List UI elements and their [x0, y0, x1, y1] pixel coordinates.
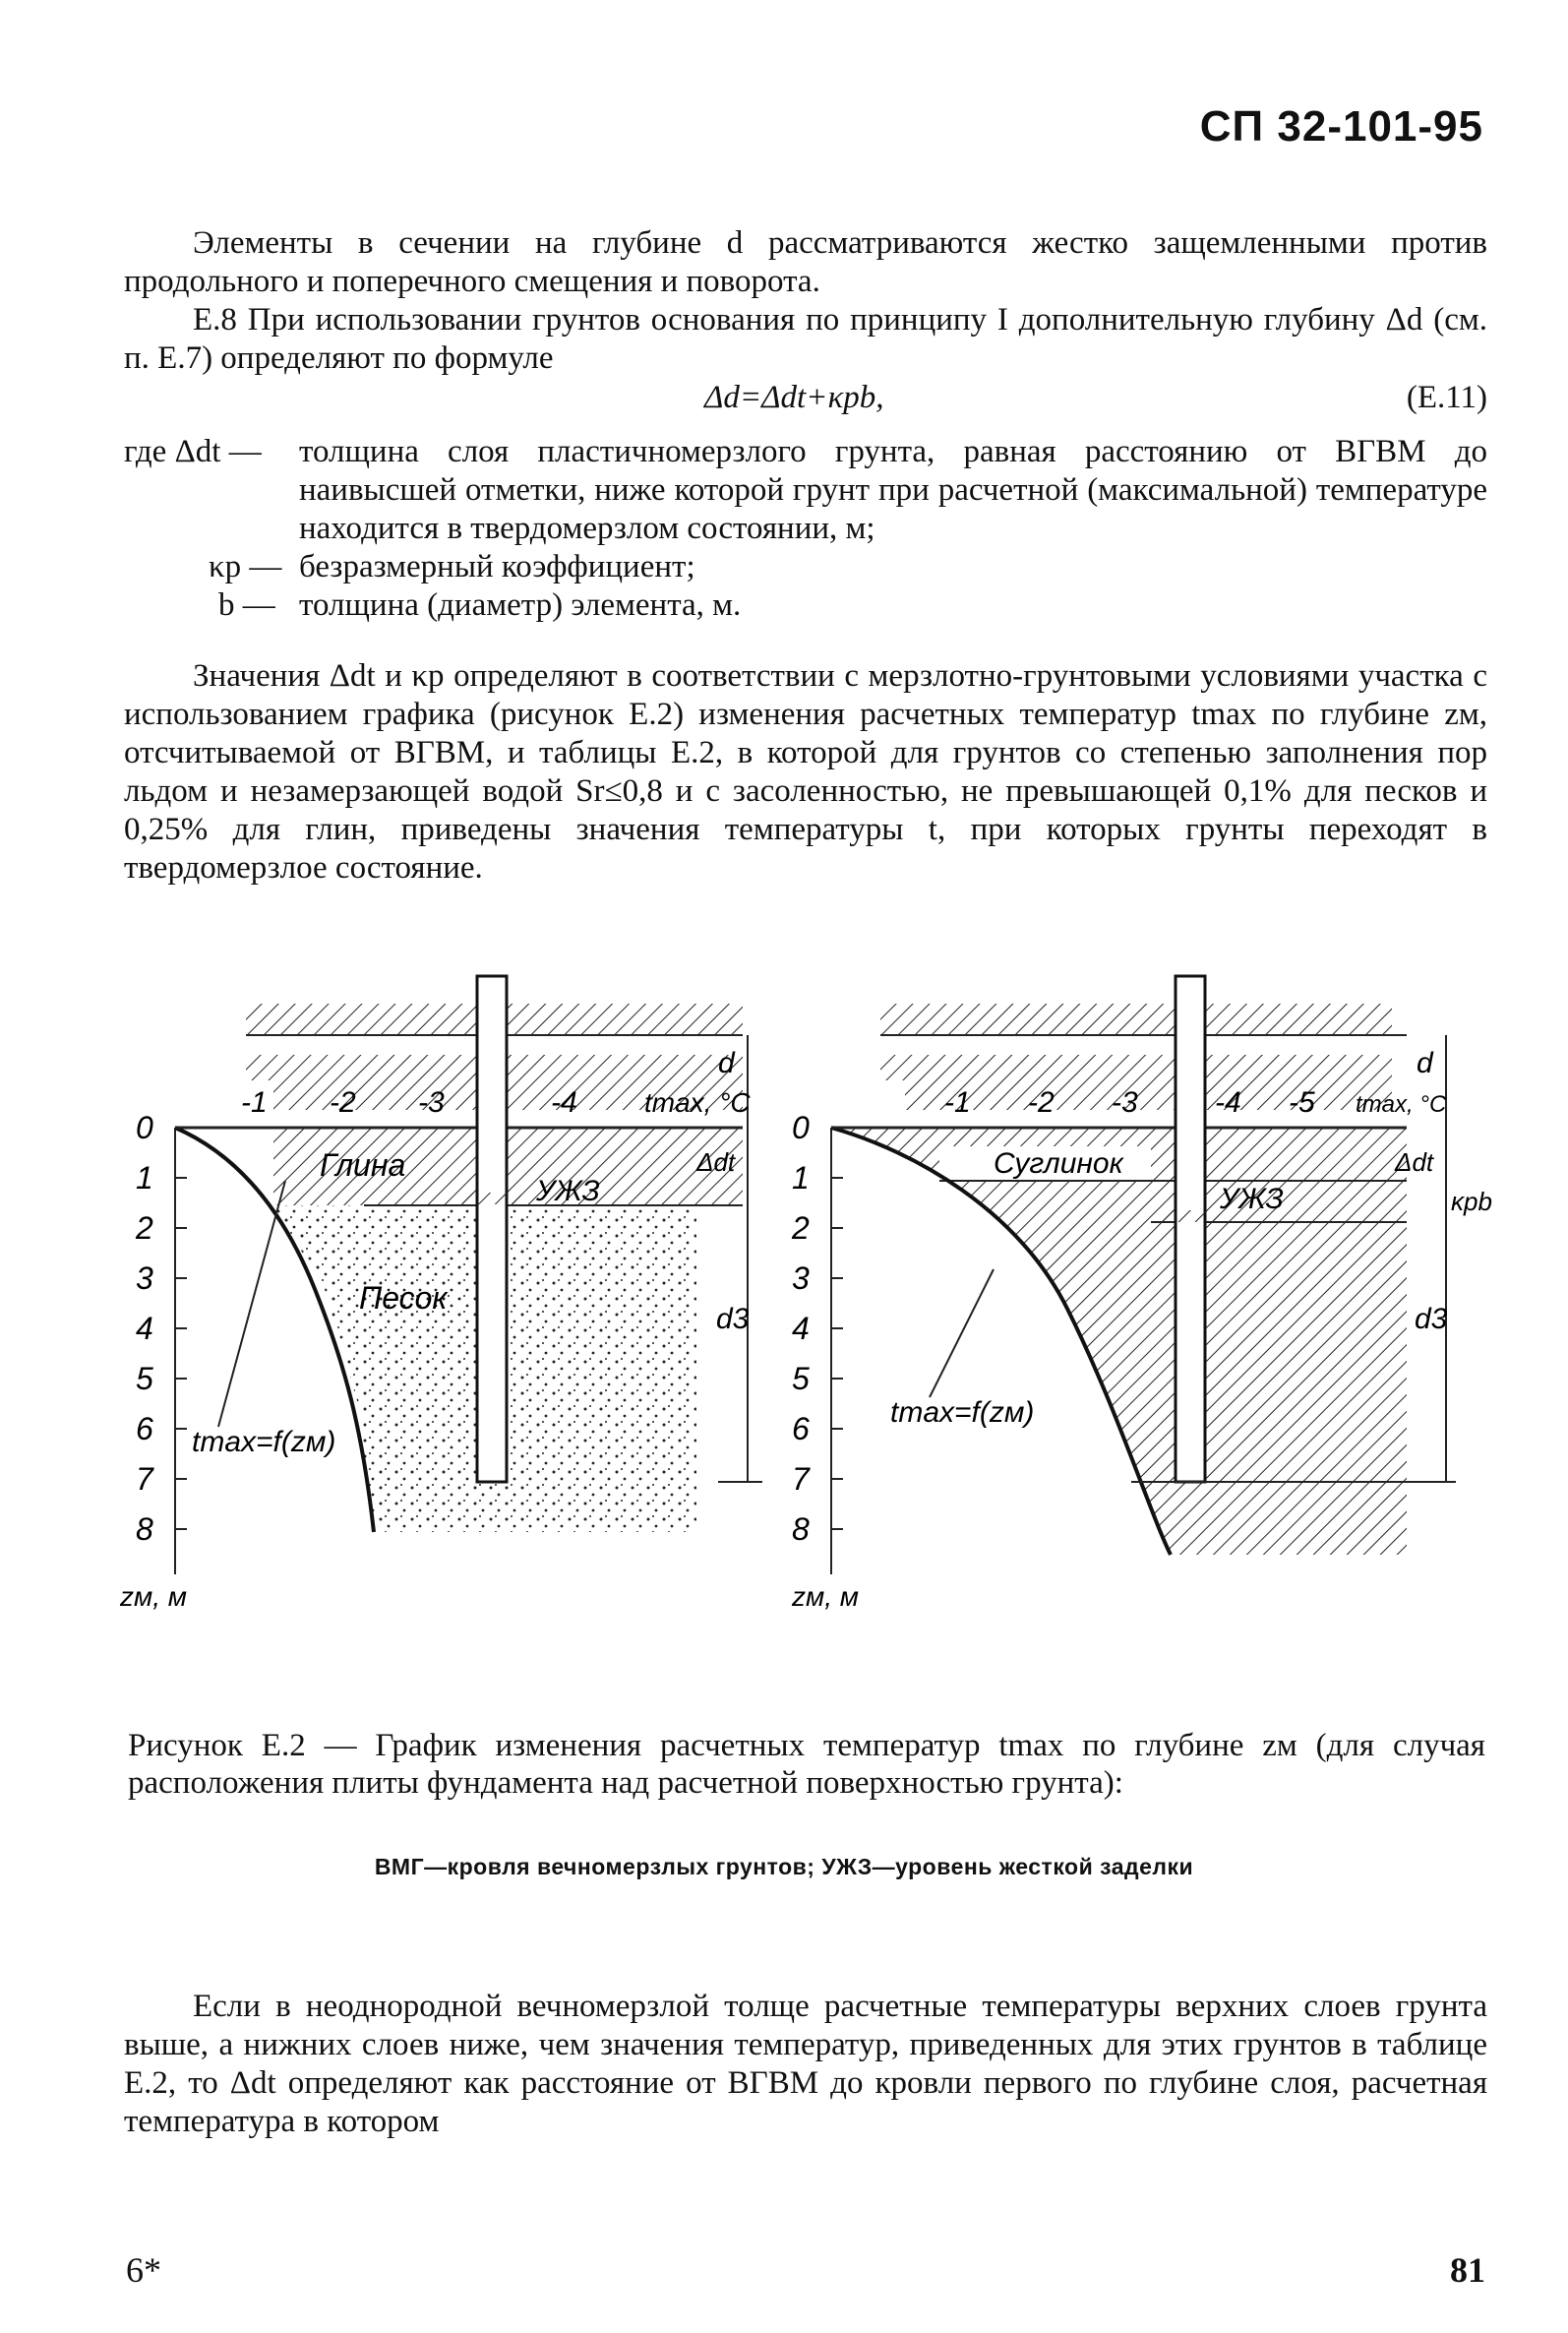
ugz-label: УЖЗ	[1220, 1183, 1284, 1215]
definition-desc: толщина (диаметр) элемента, м.	[299, 587, 742, 623]
figure-caption: Рисунок Е.2 — График изменения расчетных температур tmax по глубине zм (для случая расположения плиты фундамента над расчетной поверхностью грунта):	[128, 1728, 1485, 1801]
depth-label: 4	[136, 1311, 153, 1346]
soil-label-upper: Глина	[320, 1147, 406, 1183]
pile-fixation-hatch	[1161, 1210, 1220, 1222]
paragraph-values	[124, 657, 1487, 888]
definition-dt	[124, 433, 1487, 548]
temp-unit-label: tmax, °C	[1356, 1091, 1447, 1118]
depth-label: 5	[136, 1361, 153, 1396]
figure-legend: ВМГ—кровля вечномерзлых грунтов; УЖЗ—уровень жесткой заделки	[374, 1854, 1194, 1879]
depth-label: 0	[136, 1110, 153, 1145]
formula-expression: Δd=Δdt+κpb,	[704, 380, 884, 415]
temp-label: -4	[551, 1086, 577, 1119]
left-panel	[119, 976, 762, 1612]
definitions-list	[124, 433, 1487, 625]
document-code: СП 32-101-95	[1199, 102, 1483, 151]
dim-label-kpb: κpb	[1451, 1187, 1492, 1216]
definition-term: где Δdt —	[124, 434, 262, 469]
paragraph-continued	[124, 1988, 1487, 2141]
pile	[1176, 976, 1205, 1482]
loam-hatch	[831, 1128, 1407, 1555]
temp-label: -1	[944, 1086, 971, 1119]
depth-label: 6	[136, 1411, 153, 1446]
definition-term: b —	[218, 587, 275, 623]
temp-label: -2	[1028, 1086, 1055, 1119]
depth-axis-label: zм, м	[120, 1581, 187, 1612]
pointer-line	[930, 1269, 994, 1397]
depth-label: 2	[792, 1210, 810, 1246]
soil-label-lower: Песок	[359, 1280, 448, 1316]
page-note-mark: 6*	[126, 2250, 161, 2290]
right-panel	[791, 976, 1492, 1612]
formula-number: (Е.11)	[1406, 380, 1487, 415]
temp-label: -5	[1289, 1086, 1315, 1119]
definition-kp	[124, 548, 1487, 586]
depth-ticks	[135, 1110, 187, 1547]
definition-desc: толщина слоя пластичномерзлого грунта, равная расстоянию от ВГВМ до наивысшей отметки, ниже которой грунт при расчетной (максимальной) температуре находится в твердомерзлом состоянии, м;	[299, 434, 1487, 546]
page-number: 81	[1450, 2250, 1485, 2290]
depth-label: 5	[792, 1361, 810, 1396]
pile	[477, 976, 507, 1482]
ugz-label: УЖЗ	[536, 1175, 600, 1207]
dim-label-d: d	[718, 1047, 735, 1079]
definition-term: κp —	[209, 549, 282, 584]
curve-label: tmax=f(zм)	[192, 1426, 336, 1458]
paragraph-e8: Е.8 При использовании грунтов основания по принципу I дополнительную глубину Δd (см. п. Е.7) определяют по формуле	[124, 302, 1487, 376]
depth-label: 1	[792, 1160, 810, 1196]
formula-e11	[124, 380, 1487, 423]
paragraph-values-text: Значения Δdt и κp определяют в соответствии с мерзлотно-грунтовыми условиями участка с использованием графика (рисунок Е.2) изменения расчетных температур tmax по глубине zм, отсчитываемой от ВГВМ, и таблицы Е.2, в которой для грунтов со степенью заполнения пор льдом и незамерзающей водой Sr≤0,8 и с засоленностью, не превышающей 0,1% для песков и 0,25% для глин, приведены значения температуры t, при которых грунты переходят в твердомерзлое состояние.	[124, 658, 1487, 886]
temp-label: -4	[1215, 1086, 1241, 1119]
temp-label: -3	[418, 1086, 445, 1119]
depth-label: 8	[136, 1511, 153, 1547]
depth-label: 2	[136, 1210, 153, 1246]
top-hatch-band	[880, 1055, 1392, 1080]
depth-ticks	[791, 1110, 843, 1547]
dim-label-dt: Δdt	[1395, 1147, 1434, 1177]
temp-label: -2	[330, 1086, 356, 1119]
curve-label: tmax=f(zм)	[890, 1396, 1035, 1429]
paragraph-elements: Элементы в сечении на глубине d рассматриваются жестко защемленными против продольного и поперечного смещения и поворота.	[124, 225, 1487, 299]
depth-axis-label: zм, м	[792, 1581, 859, 1612]
depth-label: 3	[792, 1260, 810, 1296]
dim-label-d: d	[1417, 1047, 1433, 1079]
upper-hatch	[905, 1080, 1392, 1110]
pile-fixation-hatch	[462, 1193, 521, 1204]
depth-label: 7	[136, 1461, 153, 1497]
depth-label: 4	[792, 1311, 810, 1346]
definition-b	[124, 586, 1487, 625]
paragraph-continued-text: Если в неоднородной вечномерзлой толще расчетные температуры верхних слоев грунта выше, а нижних слоев ниже, чем значения температур, приведенных для этих грунтов в таблице Е.2, то Δdt определяют как расстояние от ВГВМ до кровли первого по глубине слоя, расчетная температура в котором	[124, 1989, 1487, 2139]
temp-label: -1	[241, 1086, 268, 1119]
depth-label: 6	[792, 1411, 810, 1446]
dim-label-d3: d3	[1415, 1303, 1448, 1335]
definition-desc: безразмерный коэффициент;	[299, 549, 695, 584]
temp-label: -3	[1112, 1086, 1138, 1119]
temp-unit-label: tmax, °C	[644, 1087, 751, 1118]
soil-label-upper: Суглинок	[994, 1147, 1123, 1180]
dim-label-d3: d3	[716, 1303, 750, 1335]
depth-label: 3	[136, 1260, 153, 1296]
figure-e2	[0, 964, 1568, 1653]
depth-label: 1	[136, 1160, 153, 1196]
top-hatch-band	[880, 1004, 1392, 1035]
depth-label: 0	[792, 1110, 810, 1145]
dim-label-dt: Δdt	[696, 1147, 736, 1177]
depth-label: 8	[792, 1511, 810, 1547]
intro-text	[124, 224, 1487, 378]
depth-label: 7	[792, 1461, 810, 1497]
